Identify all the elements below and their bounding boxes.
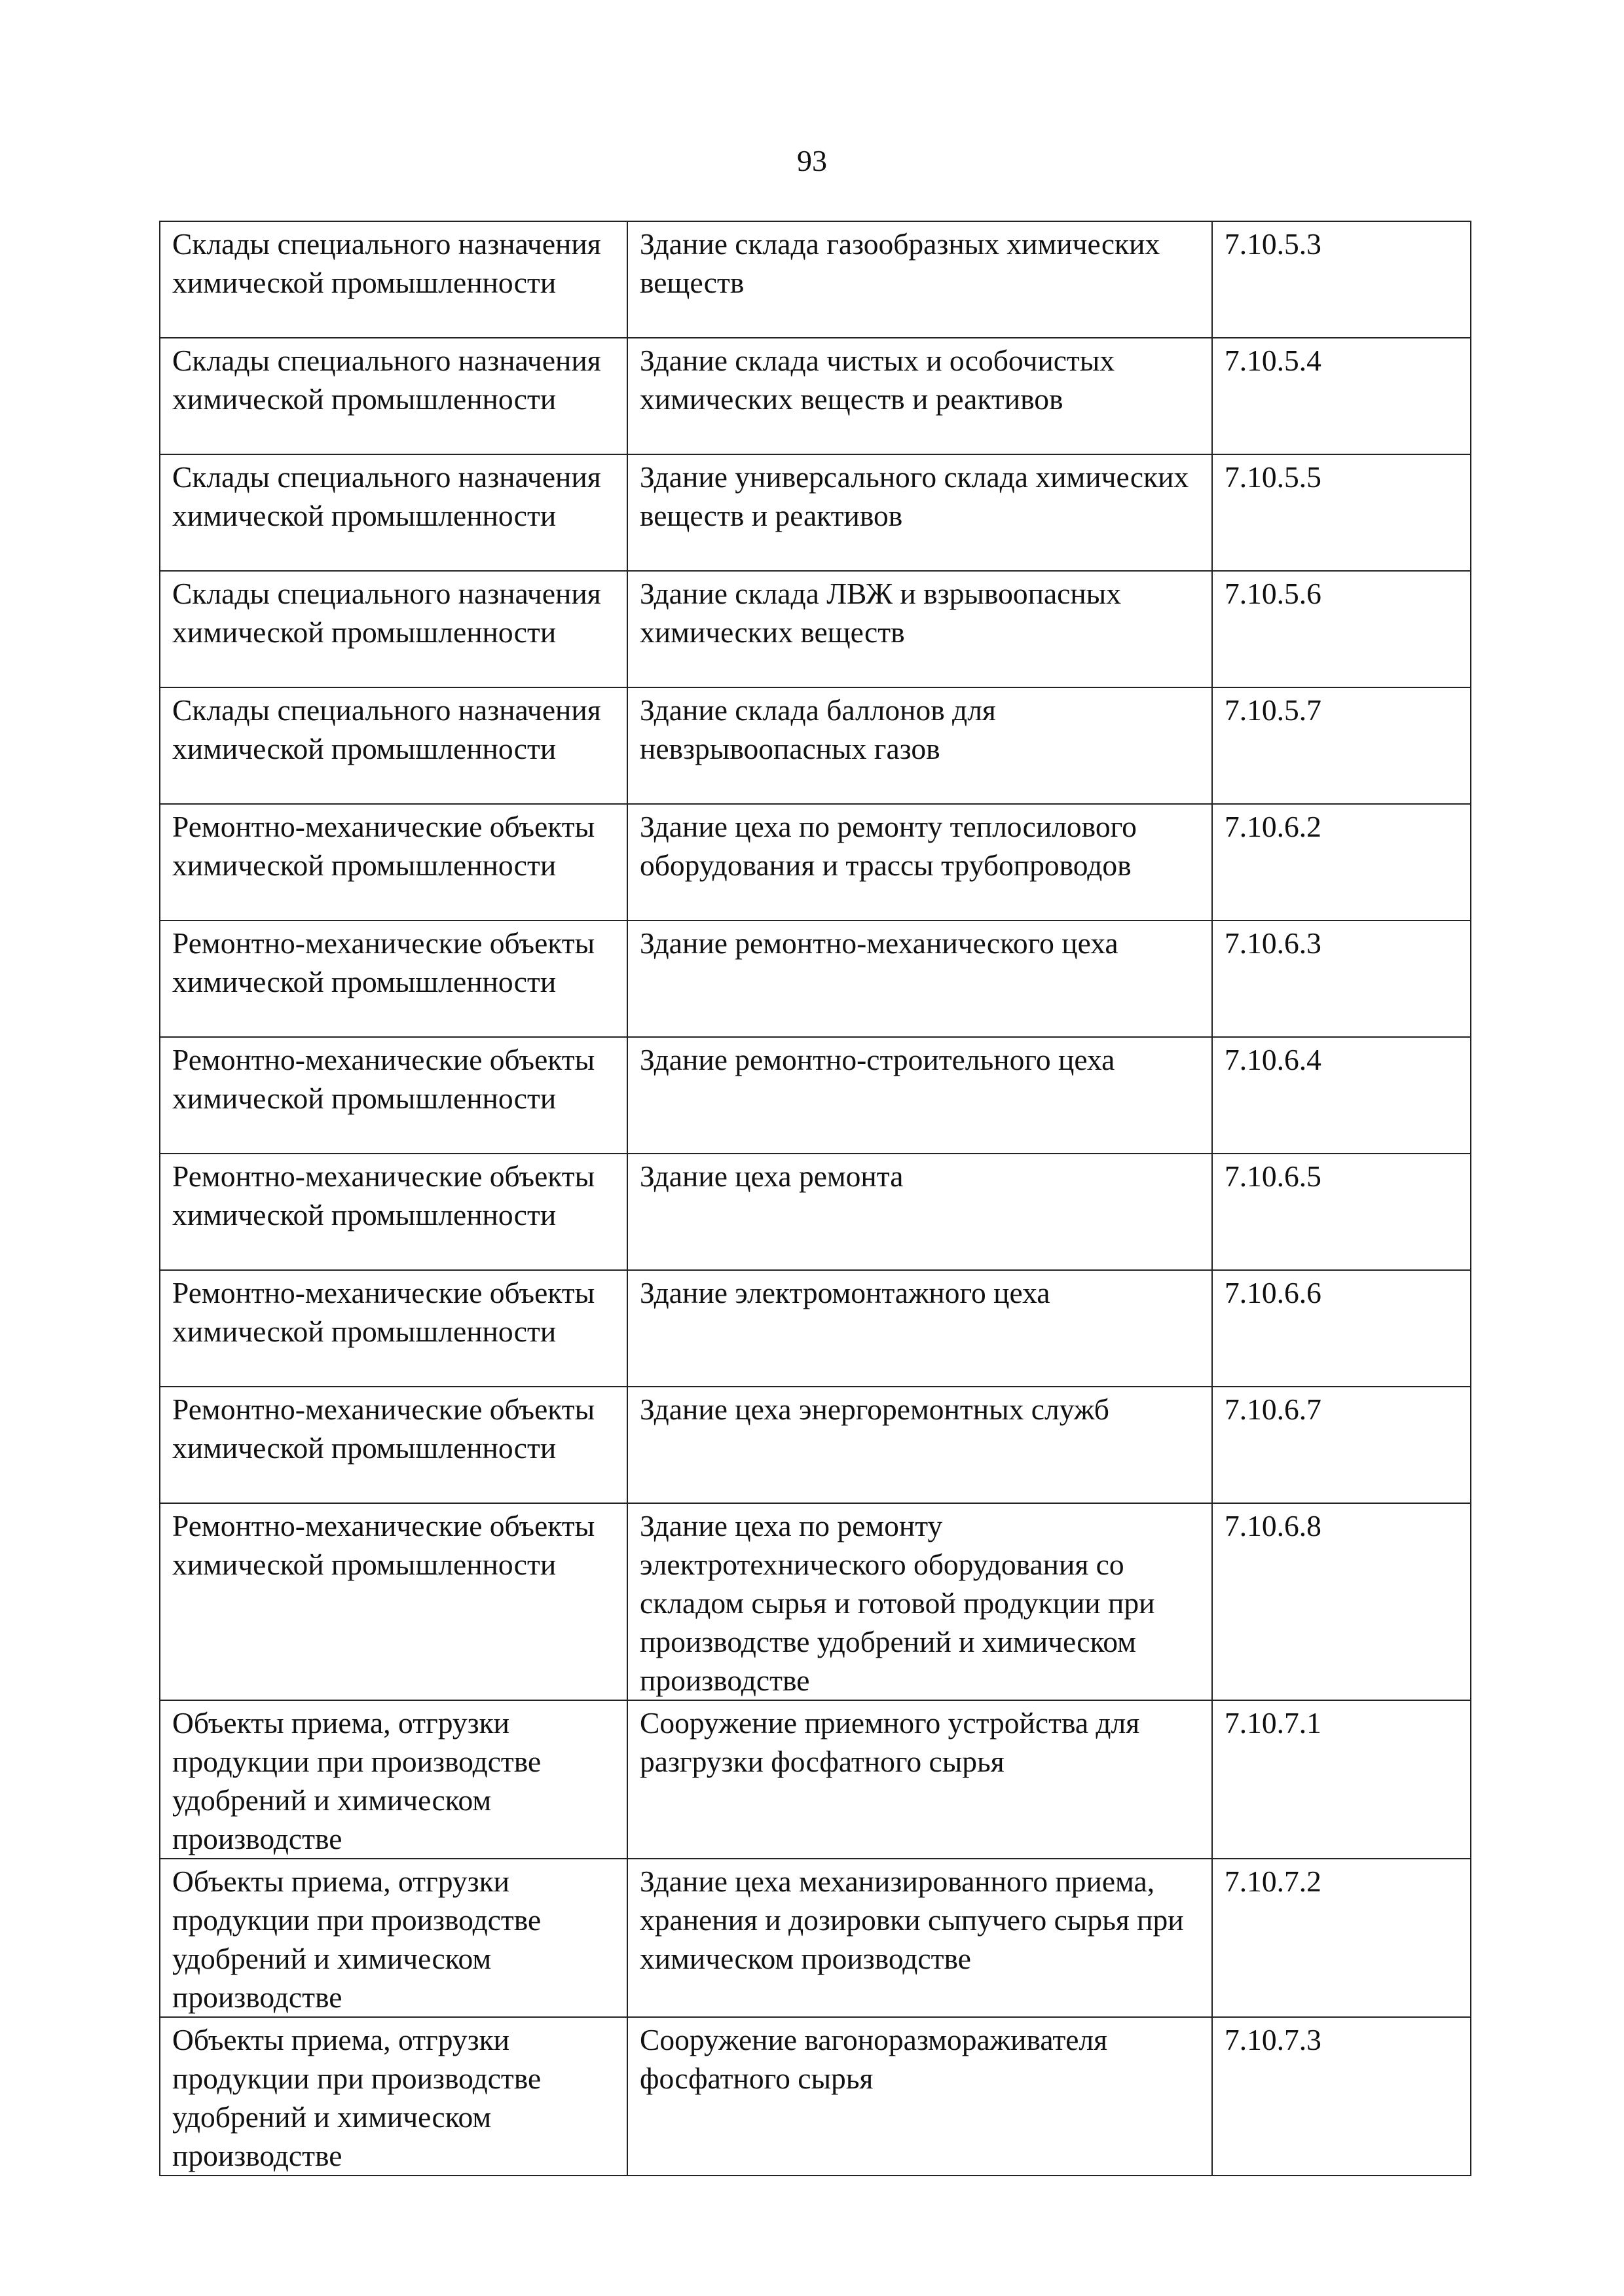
code-cell: 7.10.5.7 [1212, 687, 1471, 804]
object-cell: Здание ремонтно-строительного цеха [627, 1037, 1212, 1154]
code-cell: 7.10.6.4 [1212, 1037, 1471, 1154]
category-cell: Объекты приема, отгрузки продукции при производстве удобрений и химическом производстве [160, 2017, 627, 2176]
classification-table [159, 221, 1471, 2176]
code-cell: 7.10.5.3 [1212, 221, 1471, 338]
category-cell: Склады специального назначения химической промышленности [160, 687, 627, 804]
code-cell: 7.10.5.5 [1212, 454, 1471, 571]
object-cell: Здание цеха энергоремонтных служб [627, 1387, 1212, 1503]
code-cell: 7.10.7.1 [1212, 1700, 1471, 1859]
object-cell: Здание склада ЛВЖ и взрывоопасных химических веществ [627, 571, 1212, 687]
category-cell: Склады специального назначения химической промышленности [160, 454, 627, 571]
category-cell: Ремонтно-механические объекты химической промышленности [160, 804, 627, 920]
code-cell: 7.10.6.8 [1212, 1503, 1471, 1700]
category-cell: Склады специального назначения химической промышленности [160, 338, 627, 454]
object-cell: Здание склада чистых и особочистых химических веществ и реактивов [627, 338, 1212, 454]
code-cell: 7.10.5.6 [1212, 571, 1471, 687]
code-cell: 7.10.6.5 [1212, 1154, 1471, 1270]
table-row [160, 1037, 1471, 1154]
category-cell: Ремонтно-механические объекты химической промышленности [160, 1387, 627, 1503]
table-row [160, 2017, 1471, 2176]
table-row [160, 1859, 1471, 2017]
table-row [160, 221, 1471, 338]
category-cell: Объекты приема, отгрузки продукции при производстве удобрений и химическом производстве [160, 1859, 627, 2017]
table-row [160, 454, 1471, 571]
category-cell: Склады специального назначения химической промышленности [160, 221, 627, 338]
table-row [160, 804, 1471, 920]
code-cell: 7.10.7.2 [1212, 1859, 1471, 2017]
object-cell: Сооружение приемного устройства для разгрузки фосфатного сырья [627, 1700, 1212, 1859]
object-cell: Здание цеха по ремонту электротехнического оборудования со складом сырья и готовой продукции при производстве удобрений и химическом производстве [627, 1503, 1212, 1700]
table-row [160, 338, 1471, 454]
category-cell: Ремонтно-механические объекты химической промышленности [160, 1154, 627, 1270]
code-cell: 7.10.6.7 [1212, 1387, 1471, 1503]
table-row [160, 1700, 1471, 1859]
object-cell: Здание склада баллонов для невзрывоопасных газов [627, 687, 1212, 804]
table-row [160, 1154, 1471, 1270]
code-cell: 7.10.7.3 [1212, 2017, 1471, 2176]
code-cell: 7.10.5.4 [1212, 338, 1471, 454]
object-cell: Здание электромонтажного цеха [627, 1270, 1212, 1387]
code-cell: 7.10.6.3 [1212, 920, 1471, 1037]
object-cell: Здание цеха механизированного приема, хранения и дозировки сыпучего сырья при химическом производстве [627, 1859, 1212, 2017]
page-number: 93 [797, 144, 827, 177]
table-row [160, 1503, 1471, 1700]
code-cell: 7.10.6.6 [1212, 1270, 1471, 1387]
object-cell: Сооружение вагоноразмораживателя фосфатного сырья [627, 2017, 1212, 2176]
category-cell: Ремонтно-механические объекты химической промышленности [160, 920, 627, 1037]
object-cell: Здание цеха ремонта [627, 1154, 1212, 1270]
category-cell: Ремонтно-механические объекты химической промышленности [160, 1037, 627, 1154]
object-cell: Здание цеха по ремонту теплосилового оборудования и трассы трубопроводов [627, 804, 1212, 920]
category-cell: Ремонтно-механические объекты химической промышленности [160, 1270, 627, 1387]
table-row [160, 1387, 1471, 1503]
object-cell: Здание универсального склада химических веществ и реактивов [627, 454, 1212, 571]
table-row [160, 1270, 1471, 1387]
table-row [160, 687, 1471, 804]
code-cell: 7.10.6.2 [1212, 804, 1471, 920]
category-cell: Объекты приема, отгрузки продукции при производстве удобрений и химическом производстве [160, 1700, 627, 1859]
category-cell: Ремонтно-механические объекты химической промышленности [160, 1503, 627, 1700]
object-cell: Здание склада газообразных химических веществ [627, 221, 1212, 338]
table-row [160, 571, 1471, 687]
object-cell: Здание ремонтно-механического цеха [627, 920, 1212, 1037]
table-row [160, 920, 1471, 1037]
category-cell: Склады специального назначения химической промышленности [160, 571, 627, 687]
